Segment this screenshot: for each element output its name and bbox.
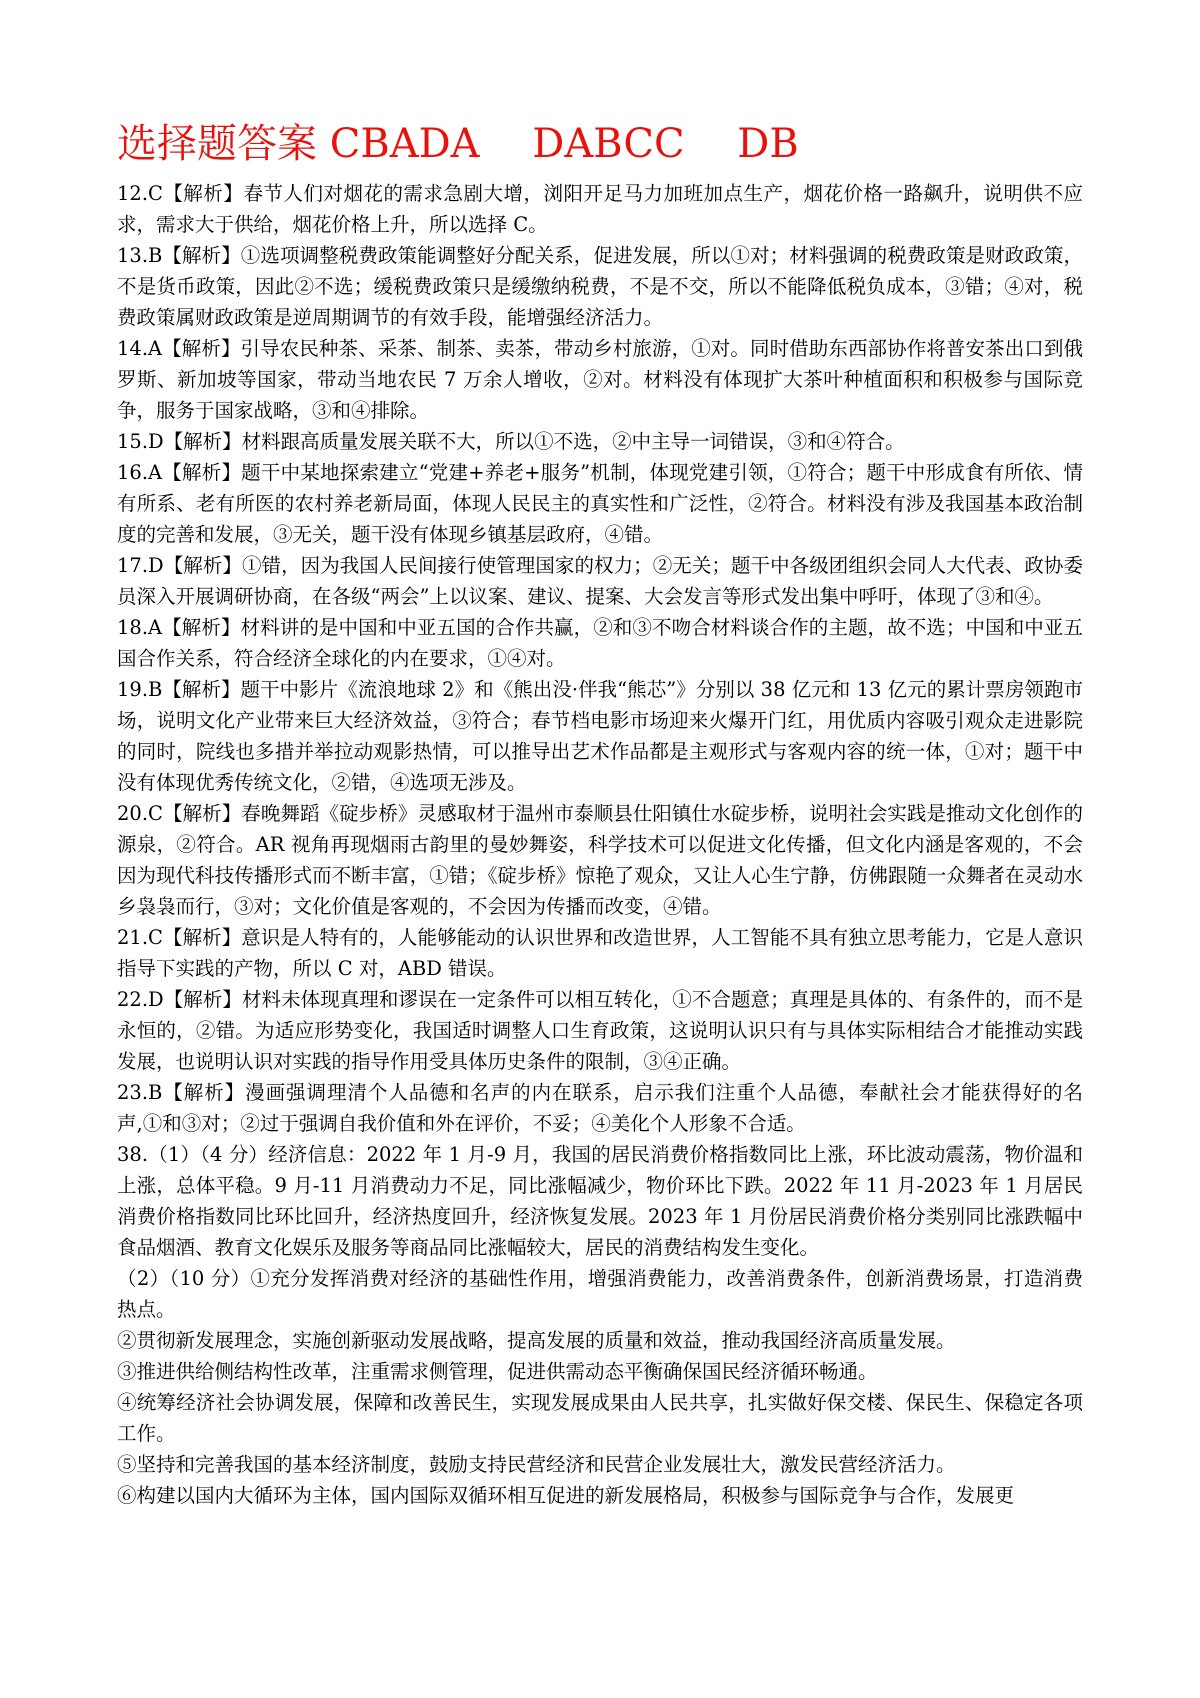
answer-q38-part2: （2）（10 分）①充分发挥消费对经济的基础性作用，增强消费能力，改善消费条件，创新消费场景，打造消费热点。 (117, 1267, 1083, 1321)
explanation-q23: 23.B【解析】漫画强调理清个人品德和名声的内在联系，启示我们注重个人品德，奉献社会才能获得好的名声,①和③对；②过于强调自我价值和外在评价，不妥；④美化个人形象不合适。 (117, 1081, 1083, 1135)
explanation-q18: 18.A【解析】材料讲的是中国和中亚五国的合作共赢，②和③不吻合材料谈合作的主题，故不选；中国和中亚五国合作关系，符合经济全球化的内在要求，①④对。 (117, 616, 1083, 670)
explanation-q16: 16.A【解析】题干中某地探索建立“党建+养老+服务”机制，体现党建引领，①符合；题干中形成食有所依、情有所系、老有所医的农村养老新局面，体现人民民主的真实性和广泛性，②符合。材料没有涉及我国基本政治制度的完善和发展，③无关，题干没有体现乡镇基层政府，④错。 (117, 461, 1083, 546)
explanation-q12: 12.C【解析】春节人们对烟花的需求急剧大增，浏阳开足马力加班加点生产，烟花价格一路飙升，说明供不应求，需求大于供给，烟花价格上升，所以选择 C。 (117, 182, 1083, 236)
answer-q38-point2: ②贯彻新发展理念，实施创新驱动发展战略，提高发展的质量和效益，推动我国经济高质量发展。 (117, 1329, 956, 1352)
answer-q38-point4: ④统筹经济社会协调发展，保障和改善民生，实现发展成果由人民共享，扎实做好保交楼、保民生、保稳定各项工作。 (117, 1391, 1083, 1445)
answer-q38-part1: 38.（1）（4 分）经济信息：2022 年 1 月-9 月，我国的居民消费价格指数同比上涨，环比波动震荡，物价温和上涨，总体平稳。9 月-11 月消费动力不足，同比涨幅减少，物价环比下跌。2022 年 11 月-2023 年 1 月居民消费价格指数同比环比回升，经济热度回升，经济恢复发展。2023 年 1 月份居民消费价格分类别同比涨跌幅中食品烟酒、教育文化娱乐及服务等商品同比涨幅较大，居民的消费结构发生变化。 (117, 1143, 1083, 1259)
explanation-q15: 15.D【解析】材料跟高质量发展关联不大，所以①不选，②中主导一词错误，③和④符合。 (117, 430, 905, 453)
explanation-q21: 21.C【解析】意识是人特有的，人能够能动的认识世界和改造世界，人工智能不具有独立思考能力，它是人意识指导下实践的产物，所以 C 对，ABD 错误。 (117, 926, 1083, 980)
explanation-q20: 20.C【解析】春晚舞蹈《碇步桥》灵感取材于温州市泰顺县仕阳镇仕水碇步桥，说明社会实践是推动文化创作的源泉，②符合。AR 视角再现烟雨古韵里的曼妙舞姿，科学技术可以促进文化传播，但文化内涵是客观的，不会因为现代科技传播形式而不断丰富，①错；《碇步桥》惊艳了观众，又让人心生宁静，仿佛跟随一众舞者在灵动水乡袅袅而行，③对；文化价值是客观的，不会因为传播而改变，④错。 (117, 802, 1083, 918)
answer-explanations (117, 178, 1083, 1511)
explanation-q14: 14.A【解析】引导农民种茶、采茶、制茶、卖茶，带动乡村旅游，①对。同时借助东西部协作将普安茶出口到俄罗斯、新加坡等国家，带动当地农民 7 万余人增收，②对。材料没有体现扩大茶叶种植面积和积极参与国际竞争，服务于国家战略，③和④排除。 (117, 337, 1083, 422)
answer-q38-point5: ⑤坚持和完善我国的基本经济制度，鼓励支持民营经济和民营企业发展壮大，激发民营经济活力。 (117, 1453, 956, 1476)
explanation-q13: 13.B【解析】①选项调整税费政策能调整好分配关系，促进发展，所以①对；材料强调的税费政策是财政政策，不是货币政策，因此②不选；缓税费政策只是缓缴纳税费，不是不交，所以不能降低税负成本，③错；④对，税费政策属财政政策是逆周期调节的有效手段，能增强经济活力。 (117, 244, 1083, 329)
multiple-choice-answer-header: 选择题答案 CBADA DABCC DB (117, 121, 799, 167)
explanation-q17: 17.D【解析】①错，因为我国人民间接行使管理国家的权力；②无关；题干中各级团组织会同人大代表、政协委员深入开展调研协商，在各级“两会”上以议案、建议、提案、大会发言等形式发出集中呼吁，体现了③和④。 (117, 554, 1083, 608)
answer-q38-point6: ⑥构建以国内大循环为主体，国内国际双循环相互促进的新发展格局，积极参与国际竞争与合作，发展更 (117, 1484, 1015, 1507)
explanation-q19: 19.B【解析】题干中影片《流浪地球 2》和《熊出没·伴我“熊芯”》分别以 38 亿元和 13 亿元的累计票房领跑市场，说明文化产业带来巨大经济效益，③符合；春节档电影市场迎来火爆开门红，用优质内容吸引观众走进影院的同时，院线也多措并举拉动观影热情，可以推导出艺术作品都是主观形式与客观内容的统一体，①对；题干中没有体现优秀传统文化，②错，④选项无涉及。 (117, 678, 1083, 794)
explanation-q22: 22.D【解析】材料未体现真理和谬误在一定条件可以相互转化，①不合题意；真理是具体的、有条件的，而不是永恒的，②错。为适应形势变化，我国适时调整人口生育政策，这说明认识只有与具体实际相结合才能推动实践发展，也说明认识对实践的指导作用受具体历史条件的限制，③④正确。 (117, 988, 1083, 1073)
answer-q38-point3: ③推进供给侧结构性改革，注重需求侧管理，促进供需动态平衡确保国民经济循环畅通。 (117, 1360, 878, 1383)
